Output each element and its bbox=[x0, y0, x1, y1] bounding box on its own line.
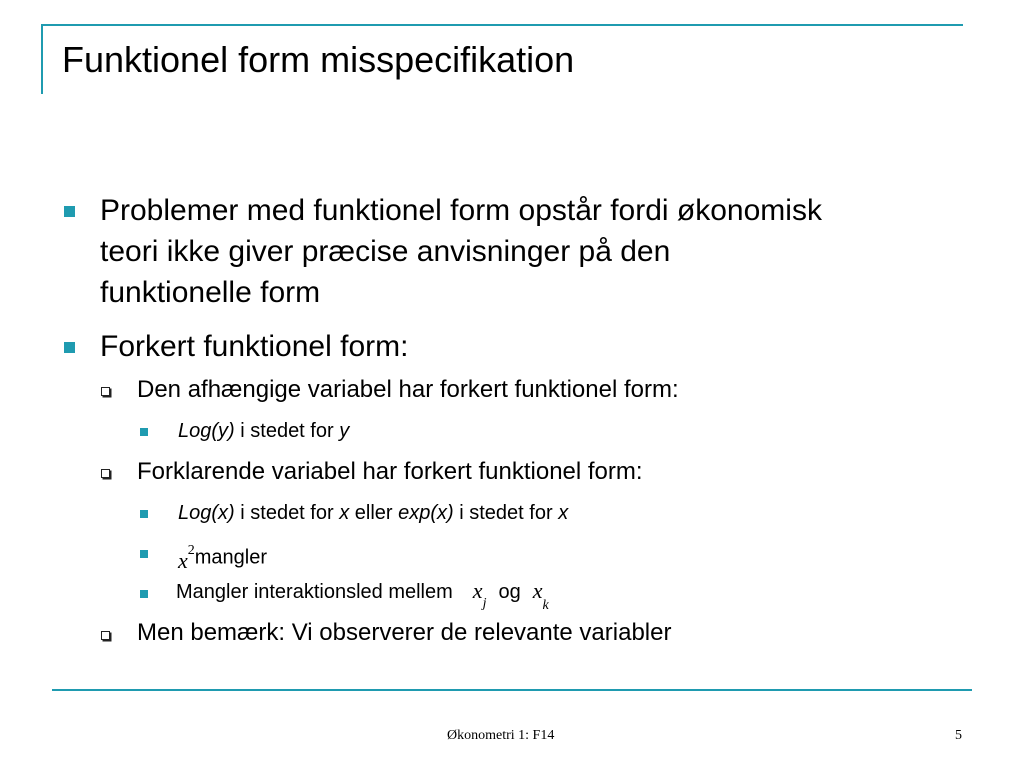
square-bullet-icon bbox=[64, 206, 75, 217]
footer-rule bbox=[52, 689, 972, 691]
small-square-bullet-icon bbox=[140, 510, 148, 518]
small-square-bullet-icon bbox=[140, 590, 148, 598]
exp-x-term: exp(x) bbox=[398, 502, 454, 524]
subsubitem-log-x bbox=[178, 500, 568, 526]
log-y-term: Log(y) bbox=[178, 420, 235, 442]
hollow-square-bullet-icon bbox=[101, 387, 110, 396]
math-x: x bbox=[178, 547, 188, 573]
subsubitem-x-squared bbox=[178, 540, 267, 571]
math-x-j: x bbox=[472, 578, 483, 603]
mangler-text: mangler bbox=[194, 546, 268, 569]
math-subscript-j: j bbox=[482, 596, 487, 611]
connector-text: eller bbox=[349, 502, 399, 524]
bullet-1-line-2: teori ikke giver præcise anvisninger på den bbox=[100, 235, 671, 268]
subitem-explanatory-variable: Forklarende variabel har forkert funktionel form: bbox=[137, 458, 643, 485]
og-text: og bbox=[498, 581, 521, 603]
y-term: y bbox=[339, 420, 350, 442]
x-term: x bbox=[558, 502, 569, 524]
bullet-1-line-1: Problemer med funktionel form opstår fordi økonomisk bbox=[100, 194, 822, 227]
x-term: x bbox=[339, 502, 350, 524]
subitem-note: Men bemærk: Vi observerer de relevante variabler bbox=[137, 619, 672, 646]
hollow-square-bullet-icon bbox=[101, 469, 110, 478]
hollow-square-bullet-icon bbox=[101, 631, 110, 640]
title-accent-horizontal-rule bbox=[41, 24, 963, 26]
subsubitem-log-y bbox=[178, 418, 349, 444]
footer-course: Økonometri 1: F14 bbox=[447, 728, 555, 743]
interaction-text: Mangler interaktionsled mellem bbox=[176, 581, 453, 603]
log-x-term: Log(x) bbox=[178, 502, 235, 524]
subsubitem-interaction bbox=[176, 578, 549, 613]
title-accent-vertical-rule bbox=[41, 24, 43, 94]
math-exponent: 2 bbox=[187, 543, 195, 558]
math-subscript-k: k bbox=[542, 598, 549, 613]
connector-text: i stedet for bbox=[234, 420, 340, 442]
square-bullet-icon bbox=[64, 342, 75, 353]
small-square-bullet-icon bbox=[140, 428, 148, 436]
connector-text: i stedet for bbox=[234, 502, 340, 524]
connector-text: i stedet for bbox=[453, 502, 559, 524]
page-number: 5 bbox=[955, 728, 962, 743]
bullet-1-line-3: funktionelle form bbox=[100, 276, 321, 309]
subitem-dependent-variable: Den afhængige variabel har forkert funktionel form: bbox=[137, 376, 679, 403]
bullet-2-text: Forkert funktionel form: bbox=[100, 330, 409, 363]
small-square-bullet-icon bbox=[140, 550, 148, 558]
math-x-k: x bbox=[532, 578, 543, 603]
slide-title: Funktionel form misspecifikation bbox=[62, 39, 575, 80]
